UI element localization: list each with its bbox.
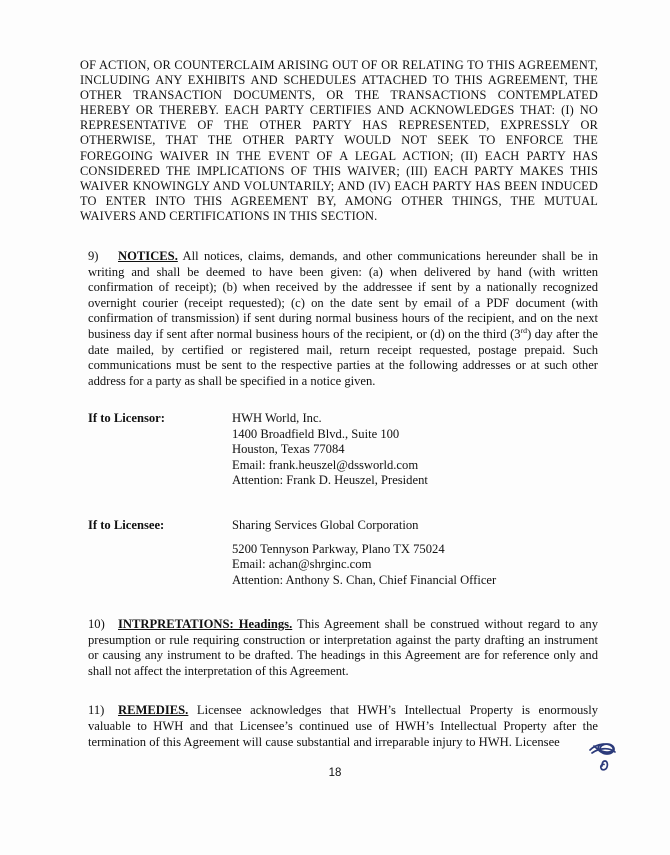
licensor-address-line: 1400 Broadfield Blvd., Suite 100 [232, 426, 400, 441]
licensor-address-lines [232, 411, 598, 488]
section-10-heading: INTRPRETATIONS: Headings. [118, 617, 293, 632]
section-11-number: 11) [88, 703, 105, 718]
section-10-body: This Agreement shall be construed without regard to any presumption or rule requiring construction or interpretation against the party drafting an instrument or causing any instrument to be drafted. The headings in this Agreement are for reference only and shall not affect the interpretation of this Agreement. [88, 617, 598, 678]
licensor-label: If to Licensor: [88, 411, 165, 426]
address-spacer [232, 534, 598, 542]
licensor-address-line: HWH World, Inc. [232, 411, 322, 426]
section-10-number: 10) [88, 617, 105, 632]
licensee-company-line: Sharing Services Global Corporation [232, 518, 419, 533]
licensee-label: If to Licensee: [88, 518, 165, 533]
notice-address-licensor [80, 411, 598, 488]
section-11-heading: REMEDIES. [118, 703, 189, 718]
waiver-caps-paragraph: OF ACTION, OR COUNTERCLAIM ARISING OUT OF OR RELATING TO THIS AGREEMENT, INCLUDING ANY EXHIBITS AND SCHEDULES ATTACHED TO THIS AGREEMENT, THE OTHER TRANSACTION DOCUMENTS, OR THE TRANSACTIONS CONTEMPLATED HEREBY OR THEREBY. EACH PARTY CERTIFIES AND ACKNOWLEDGES THAT: (I) NO REPRESENTATIVE OF THE OTHER PARTY HAS REPRESENTED, EXPRESSLY OR OTHERWISE, THAT THE OTHER PARTY WOULD NOT SEEK TO ENFORCE THE FOREGOING WAIVER IN THE EVENT OF A LEGAL ACTION; (II) EACH PARTY HAS CONSIDERED THE IMPLICATIONS OF THIS WAIVER; (III) EACH PARTY MAKES THIS WAIVER KNOWINGLY AND VOLUNTARILY; AND (IV) EACH PARTY HAS BEEN INDUCED TO ENTER INTO THIS AGREEMENT BY, AMONG OTHER THINGS, THE MUTUAL WAIVERS AND CERTIFICATIONS IN THIS SECTION. [80, 58, 598, 223]
section-9-number: 9) [88, 249, 99, 264]
section-9-body-part-2: ) day after the date mailed, by certified or registered mail, return receipt requested, postage prepaid. Such communications must be sent to the respective parties at the following addresses or at such other address for a party as shall be specified in a notice given. [88, 327, 598, 388]
section-9-heading: NOTICES. [118, 249, 178, 264]
licensee-email-line: Email: achan@shrginc.com [232, 557, 372, 572]
section-11-remedies [80, 703, 598, 750]
document-body [80, 58, 598, 750]
licensee-address-lines [232, 518, 598, 588]
licensee-attention-line: Attention: Anthony S. Chan, Chief Financial Officer [232, 572, 497, 587]
licensor-address-line: Houston, Texas 77084 [232, 442, 345, 457]
section-11-body: Licensee acknowledges that HWH’s Intellectual Property is enormously valuable to HWH and that Licensee’s continued use of HWH’s Intellectual Property after the termination of this Agreement will cause substantial and irreparable injury to HWH. Licensee [88, 703, 598, 749]
ordinal-superscript: rd [520, 325, 528, 335]
licensee-address-line: 5200 Tennyson Parkway, Plano TX 75024 [232, 541, 445, 556]
licensor-attention-line: Attention: Frank D. Heuszel, President [232, 473, 428, 487]
page-number: 18 [328, 767, 342, 779]
section-10-interpretations [80, 617, 598, 679]
section-9-notices [80, 249, 598, 389]
notice-address-licensee [80, 518, 598, 588]
licensor-email-line: Email: frank.heuszel@dssworld.com [232, 457, 419, 472]
section-9-body-part-1: All notices, claims, demands, and other communications hereunder shall be in writing and shall be deemed to have been given: (a) when delivered by hand (with written confirmation of receipt); (b) when received by the addressee if sent by a nationally recognized overnight courier (receipt requested); (c) on the date sent by email of a PDF document (with confirmation of transmission) if sent during normal business hours of the recipient, and on the next business day if sent after normal business hours of the recipient, or (d) on the third (3 [88, 249, 598, 341]
